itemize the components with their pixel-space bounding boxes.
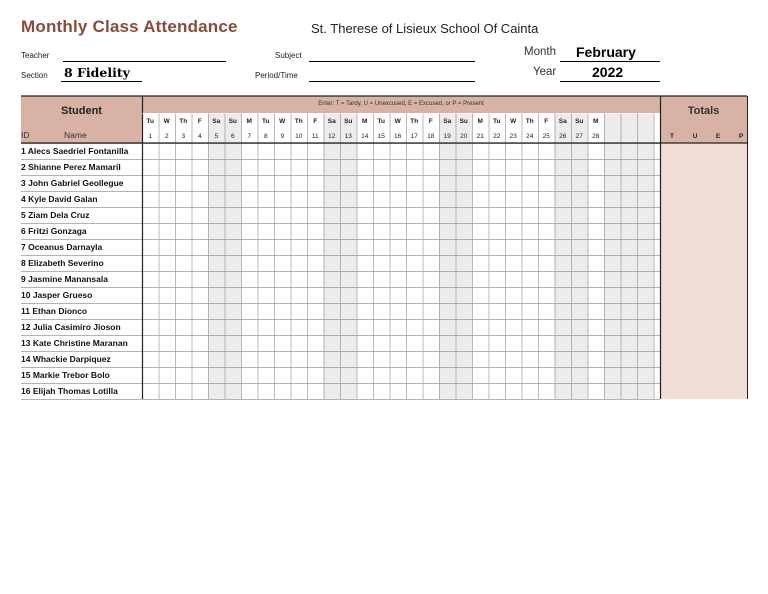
day-of-week-label: Th xyxy=(179,118,188,125)
date-label: 25 xyxy=(542,133,550,140)
weekend-column xyxy=(208,113,225,399)
student-header: Student xyxy=(61,105,102,117)
date-label: 12 xyxy=(328,133,336,140)
day-of-week-label: W xyxy=(163,118,170,125)
date-label: 10 xyxy=(295,133,303,140)
day-of-week-label: F xyxy=(428,118,433,125)
student-name: 2 Shianne Perez Mamaril xyxy=(21,162,121,172)
date-label: 2 xyxy=(164,133,169,140)
student-name: 6 Fritzi Gonzaga xyxy=(21,226,87,236)
totals-column-e: E xyxy=(715,133,721,140)
date-label: 21 xyxy=(476,133,484,140)
student-name: 14 Whackie Darpiquez xyxy=(21,354,111,364)
date-label: 27 xyxy=(575,133,583,140)
instructions-text: Enter: T = Tardy, U = Unexcused, E = Excused, or P = Present xyxy=(318,101,484,107)
student-name: 7 Oceanus Darnayla xyxy=(21,242,103,252)
date-label: 6 xyxy=(230,133,235,140)
date-label: 13 xyxy=(344,133,352,140)
day-of-week-label: F xyxy=(544,118,549,125)
day-of-week-label: Sa xyxy=(558,118,567,125)
date-label: 18 xyxy=(427,133,435,140)
weekend-column xyxy=(637,113,654,399)
student-name: 11 Ethan Dionco xyxy=(21,306,88,316)
day-of-week-label: M xyxy=(246,118,252,125)
date-label: 24 xyxy=(526,133,534,140)
totals-column-t: T xyxy=(670,133,674,140)
date-label: 4 xyxy=(197,133,202,140)
day-of-week-label: Su xyxy=(228,118,237,125)
date-label: 8 xyxy=(263,133,268,140)
section-field[interactable]: 8 Fidelity xyxy=(64,65,130,80)
date-label: 14 xyxy=(361,133,369,140)
day-of-week-label: F xyxy=(313,118,318,125)
day-of-week-label: M xyxy=(362,118,368,125)
date-label: 1 xyxy=(148,133,153,140)
totals-header: Totals xyxy=(687,105,720,117)
day-of-week-label: W xyxy=(510,118,517,125)
year-label: Year xyxy=(533,66,557,78)
date-label: 17 xyxy=(410,133,418,140)
day-of-week-label: M xyxy=(477,118,483,125)
student-name: 16 Elijah Thomas Lotilla xyxy=(21,386,118,396)
day-of-week-label: Tu xyxy=(146,118,154,125)
weekend-column xyxy=(555,113,572,399)
name-header: Name xyxy=(64,130,87,140)
date-label: 7 xyxy=(247,133,252,140)
student-name: 10 Jasper Grueso xyxy=(21,290,93,300)
school-name: St. Therese of Lisieux School Of Cainta xyxy=(311,21,539,36)
weekend-column xyxy=(439,113,456,399)
day-of-week-label: Th xyxy=(294,118,303,125)
day-of-week-label: Tu xyxy=(377,118,385,125)
date-label: 11 xyxy=(311,133,319,140)
date-label: 9 xyxy=(280,133,285,140)
student-name: 8 Elizabeth Severino xyxy=(21,258,104,268)
year-field[interactable]: 2022 xyxy=(592,64,624,80)
date-label: 15 xyxy=(377,133,385,140)
day-of-week-label: Sa xyxy=(212,118,221,125)
day-of-week-label: Sa xyxy=(443,118,452,125)
day-of-week-label: Tu xyxy=(262,118,270,125)
weekend-column xyxy=(324,113,341,399)
day-of-week-label: Sa xyxy=(327,118,336,125)
weekend-column xyxy=(571,113,588,399)
date-label: 16 xyxy=(394,133,402,140)
weekend-column xyxy=(621,113,638,399)
weekend-column xyxy=(225,113,242,399)
student-name: 12 Julia Casimiro Jioson xyxy=(21,322,121,332)
month-label: Month xyxy=(524,46,556,58)
id-header: ID xyxy=(21,130,30,140)
period-label: Period/Time xyxy=(255,71,298,80)
date-label: 3 xyxy=(181,133,186,140)
day-of-week-label: Su xyxy=(459,118,468,125)
date-label: 22 xyxy=(493,133,501,140)
teacher-label: Teacher xyxy=(21,51,50,60)
day-of-week-label: Su xyxy=(344,118,353,125)
day-of-week-label: Tu xyxy=(493,118,501,125)
date-label: 20 xyxy=(460,133,468,140)
student-name: 1 Alecs Saedriel Fontanilla xyxy=(21,146,129,156)
day-of-week-label: Th xyxy=(410,118,419,125)
day-of-week-label: W xyxy=(279,118,286,125)
totals-column-p: P xyxy=(738,133,744,140)
subject-label: Subject xyxy=(275,51,302,60)
totals-column-u: U xyxy=(692,133,698,140)
weekend-column xyxy=(604,113,621,399)
weekend-column xyxy=(456,113,473,399)
student-name: 15 Markie Trebor Bolo xyxy=(21,370,110,380)
student-name: 3 John Gabriel Geollegue xyxy=(21,178,124,188)
date-label: 28 xyxy=(592,133,600,140)
date-label: 26 xyxy=(559,133,567,140)
section-label: Section xyxy=(21,71,48,80)
day-of-week-label: F xyxy=(197,118,202,125)
month-field[interactable]: February xyxy=(576,44,636,60)
student-name: 13 Kate Christine Maranan xyxy=(21,338,128,348)
date-label: 5 xyxy=(214,133,219,140)
student-name: 4 Kyle David Galan xyxy=(21,194,98,204)
student-name: 5 Ziam Dela Cruz xyxy=(21,210,90,220)
date-label: 23 xyxy=(509,133,517,140)
day-of-week-label: Th xyxy=(525,118,534,125)
day-of-week-label: M xyxy=(593,118,599,125)
student-name: 9 Jasmine Manansala xyxy=(21,274,108,284)
weekend-column xyxy=(340,113,357,399)
page-title: Monthly Class Attendance xyxy=(21,17,238,36)
date-label: 19 xyxy=(443,133,451,140)
day-of-week-label: W xyxy=(394,118,401,125)
day-of-week-label: Su xyxy=(575,118,584,125)
